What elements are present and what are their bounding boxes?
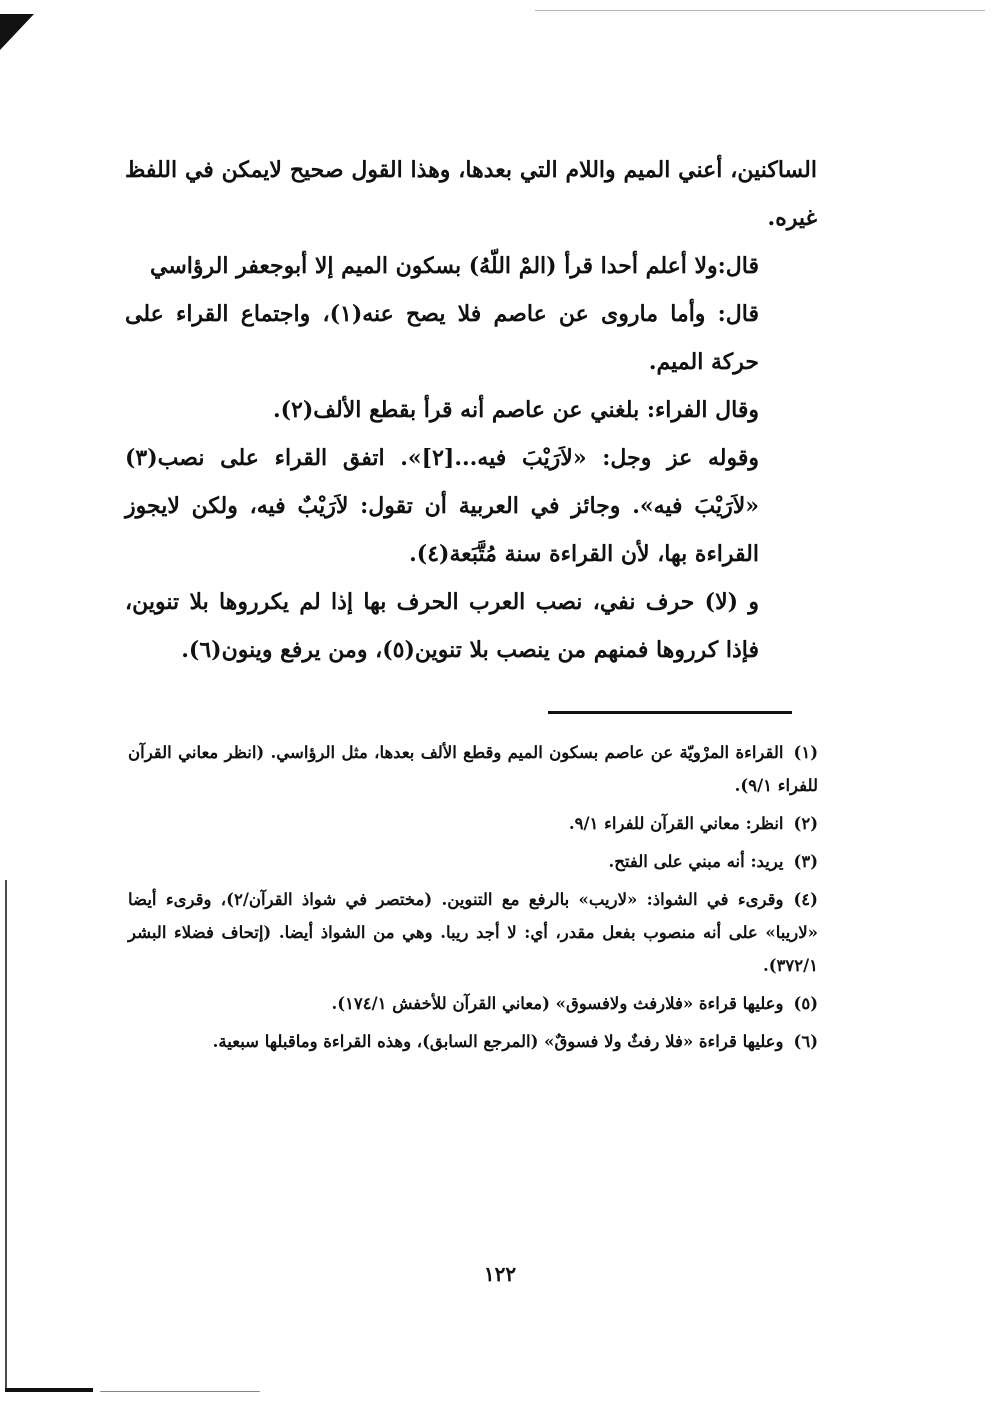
paragraph-4: وقال الفراء: بلغني عن عاصم أنه قرأ بقطع الألف(٢). xyxy=(272,397,759,423)
footnotes xyxy=(128,736,818,1063)
footnote-text: وعليها قراءة «فلا رفثٌ ولا فسوقٌ» (المرجع السابق)، وهذه القراءة وماقبلها سبعية. xyxy=(212,1032,784,1051)
footnote-text: يريد: أنه مبني على الفتح. xyxy=(608,852,784,871)
footnote-number: (٤) xyxy=(793,890,818,909)
paragraph-5: وقوله عز وجل: «لاَرَيْبَ فيه...[٢]». اتفق القراء على نصب(٣) «لاَرَيْبَ فيه». وجائز في العربية أن تقول: لاَرَيْبٌ فيه، ولكن لايجوز القراءة بها، لأن القراءة سنة مُتَّبَعة(٤). xyxy=(125,445,759,567)
scan-bottom-mark xyxy=(5,1388,93,1392)
footnote-number: (٢) xyxy=(793,814,818,833)
footnote-6 xyxy=(128,1025,818,1058)
page-number: ١٢٢ xyxy=(483,1262,517,1286)
footnote-4 xyxy=(128,883,818,982)
paragraph-2: قال:ولا أعلم أحدا قرأ (المْ اللّهُ) بسكون الميم إلا أبوجعفر الرؤاسي xyxy=(150,253,759,279)
footnote-text: وعليها قراءة «فلارفث ولافسوق» (معاني القرآن للأخفش ١٧٤/١). xyxy=(331,994,784,1013)
footnote-2 xyxy=(128,807,818,840)
main-text xyxy=(125,146,817,674)
footnote-separator xyxy=(548,711,792,714)
footnote-number: (٣) xyxy=(793,852,818,871)
footnote-5 xyxy=(128,987,818,1020)
page-corner-mark xyxy=(0,14,34,50)
footnote-1 xyxy=(128,736,818,802)
footnote-text: انظر: معاني القرآن للفراء ٩/١. xyxy=(568,814,784,833)
footnote-number: (١) xyxy=(793,743,818,762)
paragraph-6: و (لا) حرف نفي، نصب العرب الحرف بها إذا لم يكرروها بلا تنوين، فإذا كرروها فمنهم من ينصب بلا تنوين(٥)، ومن يرفع وينون(٦). xyxy=(125,589,759,663)
footnote-text: القراءة المرْويّة عن عاصم بسكون الميم وقطع الألف بعدها، مثل الرؤاسي. (انظر معاني القرآن للفراء ٩/١). xyxy=(128,743,818,795)
paragraph-1: الساكنين، أعني الميم واللام التي بعدها، وهذا القول صحيح لايمكن في اللفظ غيره. xyxy=(125,157,817,231)
scan-left-edge xyxy=(5,880,7,1390)
top-rule xyxy=(535,10,985,11)
footnote-number: (٦) xyxy=(793,1032,818,1051)
footnote-text: وقرىء في الشواذ: «لاريب» بالرفع مع التنوين. (مختصر في شواذ القرآن/٢)، وقرىء أيضا «لاريبا» على أنه منصوب بفعل مقدر، أي: لا أجد ريبا. وهي من الشواذ أيضا. (إتحاف فضلاء البشر ٣٧٢/١). xyxy=(128,890,818,975)
footnote-3 xyxy=(128,845,818,878)
footnote-number: (٥) xyxy=(793,994,818,1013)
scan-bottom-line xyxy=(100,1391,260,1392)
paragraph-3: قال: وأما ماروى عن عاصم فلا يصح عنه(١)، واجتماع القراء على حركة الميم. xyxy=(125,301,759,375)
